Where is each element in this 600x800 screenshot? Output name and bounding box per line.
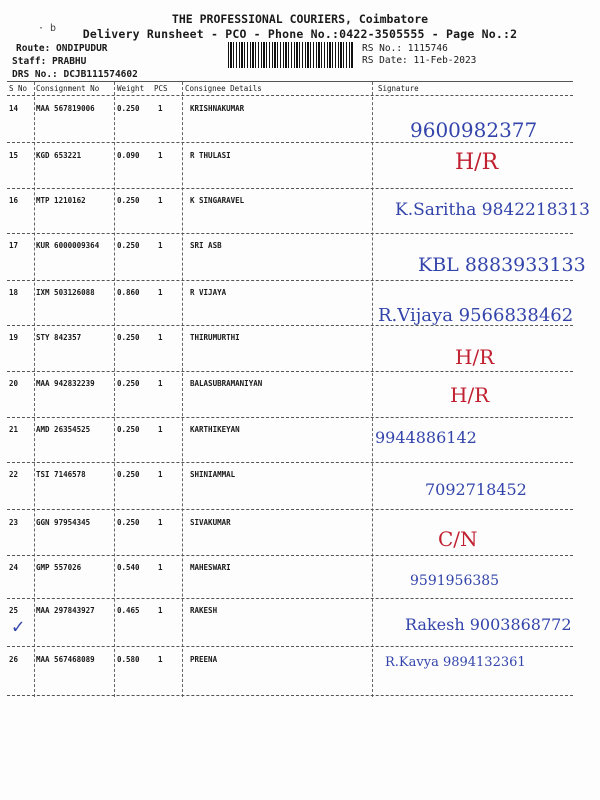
row-consignment-no: AMD 26354525	[36, 425, 91, 434]
row-sno: 17	[9, 241, 19, 250]
row-weight: 0.250	[117, 196, 140, 205]
row-pcs: 1	[158, 288, 163, 297]
row-divider	[7, 462, 573, 463]
row-pcs: 1	[158, 379, 163, 388]
row-pcs: 1	[158, 425, 163, 434]
row-pcs: 1	[158, 151, 163, 160]
row-pcs: 1	[158, 563, 163, 572]
company-title: THE PROFESSIONAL COURIERS, Coimbatore	[171, 12, 429, 26]
row-sno: 16	[9, 196, 19, 205]
row-weight: 0.250	[117, 241, 140, 250]
handwritten-signature: 9600982377	[410, 118, 538, 142]
row-consignment-no: GMP 557026	[36, 563, 82, 572]
col-header-consignee: Consignee Details	[185, 84, 262, 93]
col-header-consignment: Consignment No	[36, 84, 100, 93]
table-top-rule	[7, 81, 573, 82]
row-pcs: 1	[158, 606, 163, 615]
row-consignment-no: MAA 567819006	[36, 104, 95, 113]
check-mark-icon: ✓	[12, 614, 25, 638]
row-consignee: KARTHIKEYAN	[190, 425, 240, 434]
row-pcs: 1	[158, 196, 163, 205]
row-consignment-no: KUR 6000009364	[36, 241, 100, 250]
col-divider	[372, 82, 373, 697]
row-sno: 22	[9, 470, 19, 479]
handwritten-signature: 7092718452	[425, 480, 527, 499]
row-consignee: SIVAKUMAR	[190, 518, 231, 527]
handwritten-signature: H/R	[455, 150, 499, 175]
row-sno: 25	[9, 606, 19, 615]
col-divider	[34, 82, 35, 697]
col-header-signature: Signature	[378, 84, 419, 93]
runsheet-subtitle: Delivery Runsheet - PCO - Phone No.:0422-3505555 - Page No.:2	[82, 27, 518, 41]
row-consignment-no: TSI 7146578	[36, 470, 86, 479]
row-consignee: MAHESWARI	[190, 563, 231, 572]
row-divider	[7, 233, 573, 234]
row-pcs: 1	[158, 518, 163, 527]
row-consignee: SRI ASB	[190, 241, 222, 250]
rs-number: RS No.: 1115746	[362, 43, 448, 54]
row-weight: 0.250	[117, 333, 140, 342]
scan-mark: · b	[38, 23, 57, 34]
row-sno: 14	[9, 104, 19, 113]
row-pcs: 1	[158, 241, 163, 250]
drs-number: DRS No.: DCJB111574602	[12, 69, 138, 80]
row-consignment-no: MAA 942832239	[36, 379, 95, 388]
row-sno: 19	[9, 333, 19, 342]
handwritten-signature: K.Saritha 9842218313	[395, 200, 590, 220]
row-consignee: RAKESH	[190, 606, 218, 615]
route-label: Route: ONDIPUDUR	[16, 43, 108, 54]
row-sno: 20	[9, 379, 19, 388]
row-consignment-no: STY 842357	[36, 333, 82, 342]
row-sno: 18	[9, 288, 19, 297]
row-consignment-no: MTP 1210162	[36, 196, 86, 205]
col-header-sno: S No	[9, 84, 28, 93]
row-divider	[7, 695, 573, 696]
row-pcs: 1	[158, 655, 163, 664]
handwritten-signature: 9944886142	[375, 428, 477, 447]
row-divider	[7, 371, 573, 372]
handwritten-signature: Rakesh 9003868772	[405, 615, 572, 634]
row-pcs: 1	[158, 104, 163, 113]
row-divider	[7, 325, 573, 326]
row-consignment-no: MAA 297843927	[36, 606, 95, 615]
header-rule	[7, 95, 573, 96]
row-weight: 0.250	[117, 425, 140, 434]
barcode-image	[228, 42, 354, 68]
rs-date: RS Date: 11-Feb-2023	[362, 55, 477, 66]
handwritten-signature: R.Vijaya 9566838462	[378, 305, 574, 326]
row-consignment-no: GGN 97954345	[36, 518, 91, 527]
row-divider	[7, 509, 573, 510]
row-consignment-no: MAA 567468089	[36, 655, 95, 664]
row-weight: 0.250	[117, 379, 140, 388]
handwritten-signature: KBL 8883933133	[418, 254, 586, 276]
col-header-weight: Weight	[117, 84, 145, 93]
row-pcs: 1	[158, 470, 163, 479]
row-consignee: R THULASI	[190, 151, 231, 160]
row-divider	[7, 280, 573, 281]
row-consignee: K SINGARAVEL	[190, 196, 245, 205]
row-consignment-no: IXM 503126088	[36, 288, 95, 297]
row-consignee: KRISHNAKUMAR	[190, 104, 245, 113]
row-divider	[7, 142, 573, 143]
row-weight: 0.250	[117, 470, 140, 479]
row-weight: 0.465	[117, 606, 140, 615]
row-consignee: BALASUBRAMANIYAN	[190, 379, 263, 388]
handwritten-signature: C/N	[438, 527, 478, 551]
row-weight: 0.090	[117, 151, 140, 160]
row-divider	[7, 646, 573, 647]
row-sno: 24	[9, 563, 19, 572]
row-divider	[7, 188, 573, 189]
col-header-pcs: PCS	[154, 84, 168, 93]
row-weight: 0.540	[117, 563, 140, 572]
row-sno: 21	[9, 425, 19, 434]
handwritten-signature: 9591956385	[410, 573, 500, 589]
handwritten-signature: H/R	[450, 383, 490, 407]
row-weight: 0.580	[117, 655, 140, 664]
row-consignee: SHINIAMMAL	[190, 470, 236, 479]
row-weight: 0.250	[117, 518, 140, 527]
row-divider	[7, 417, 573, 418]
row-divider	[7, 598, 573, 599]
row-sno: 26	[9, 655, 19, 664]
row-weight: 0.860	[117, 288, 140, 297]
col-divider	[182, 82, 183, 697]
col-divider	[114, 82, 115, 697]
row-sno: 23	[9, 518, 19, 527]
row-consignee: R VIJAYA	[190, 288, 227, 297]
row-pcs: 1	[158, 333, 163, 342]
staff-label: Staff: PRABHU	[12, 56, 87, 67]
row-consignee: PREENA	[190, 655, 218, 664]
row-sno: 15	[9, 151, 19, 160]
row-consignee: THIRUMURTHI	[190, 333, 240, 342]
row-weight: 0.250	[117, 104, 140, 113]
row-divider	[7, 555, 573, 556]
handwritten-signature: H/R	[455, 345, 495, 369]
handwritten-signature: R.Kavya 9894132361	[385, 655, 526, 670]
row-consignment-no: KGD 653221	[36, 151, 82, 160]
